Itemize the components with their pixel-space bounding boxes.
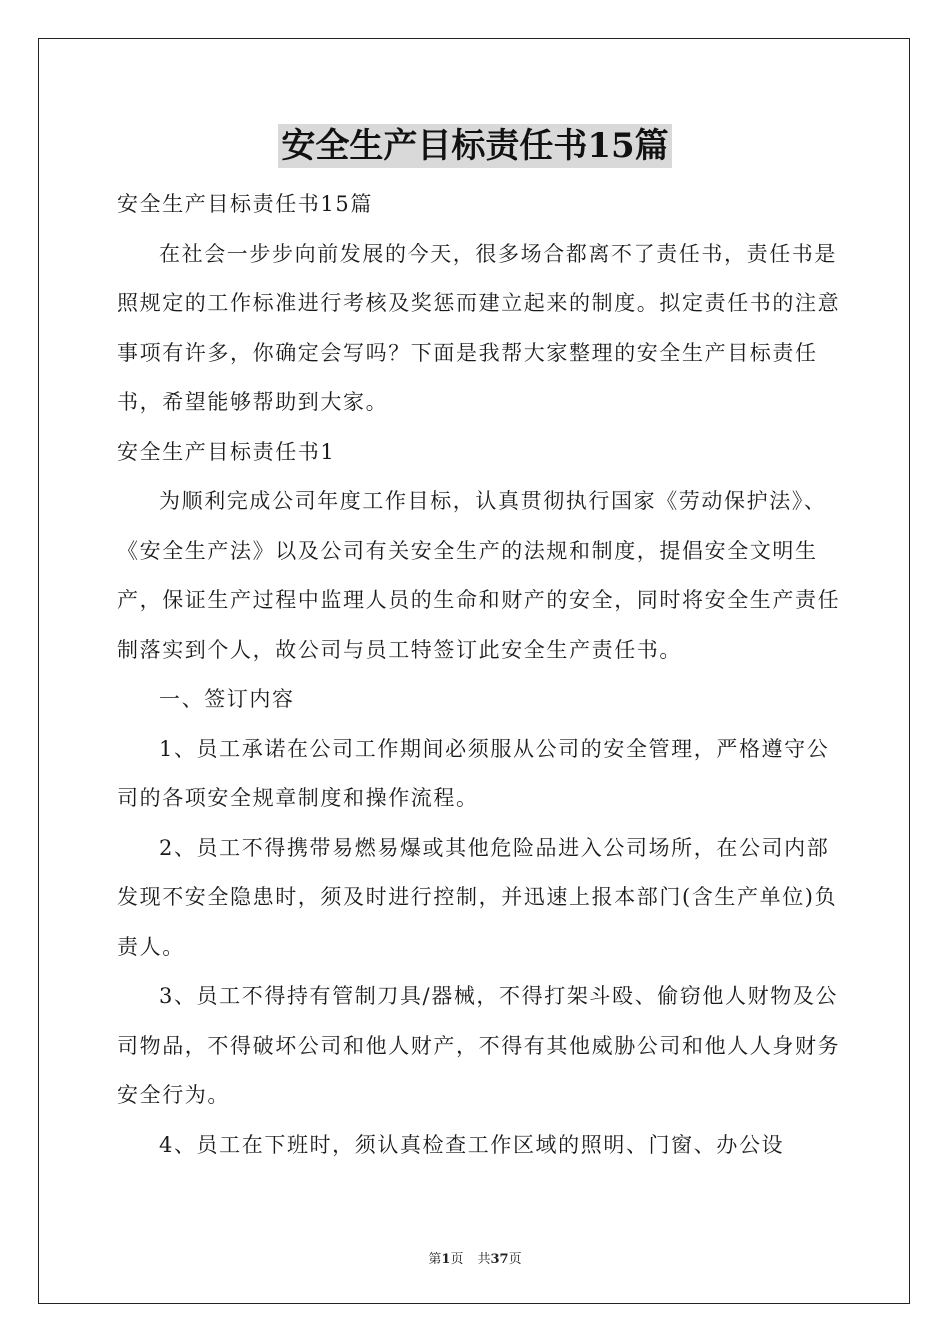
page-suffix: 页 bbox=[450, 1252, 464, 1267]
total-suffix: 页 bbox=[508, 1252, 522, 1267]
document-title: 安全生产目标责任书15篇 bbox=[278, 124, 671, 168]
paragraph-item-2: 2、员工不得携带易燃易爆或其他危险品进入公司场所，在公司内部发现不安全隐患时，须及时进行控制，并迅速上报本部门(含生产单位)负责人。 bbox=[117, 835, 838, 959]
document-body bbox=[117, 180, 847, 1170]
paragraph-subtitle: 安全生产目标责任书15篇 bbox=[117, 192, 373, 216]
total-prefix: 共 bbox=[477, 1252, 491, 1267]
paragraph-item-4: 4、员工在下班时，须认真检查工作区域的照明、门窗、办公设 bbox=[159, 1132, 785, 1157]
page-total: 37 bbox=[490, 1252, 509, 1267]
page-footer bbox=[0, 1248, 950, 1267]
paragraph-clause-heading: 一、签订内容 bbox=[159, 687, 295, 711]
paragraph-item-1: 1、员工承诺在公司工作期间必须服从公司的安全管理，严格遵守公司的各项安全规章制度和操作流程。 bbox=[117, 736, 830, 810]
page-current: 1 bbox=[441, 1252, 451, 1267]
title-container bbox=[0, 124, 950, 168]
paragraph-purpose: 为顺利完成公司年度工作目标，认真贯彻执行国家《劳动保护法》、《安全生产法》以及公司有关安全生产的法规和制度，提倡安全文明生产，保证生产过程中监理人员的生命和财产的安全，同时将安全生产责任制落实到个人，故公司与员工特签订此安全生产责任书。 bbox=[117, 489, 841, 662]
paragraph-intro: 在社会一步步向前发展的今天，很多场合都离不了责任书，责任书是照规定的工作标准进行考核及奖惩而建立起来的制度。拟定责任书的注意事项有许多，你确定会写吗？下面是我帮大家整理的安全生产目标责任书，希望能够帮助到大家。 bbox=[117, 241, 841, 414]
page-prefix: 第 bbox=[428, 1252, 442, 1267]
paragraph-item-3: 3、员工不得持有管制刀具/器械，不得打架斗殴、偷窃他人财物及公司物品，不得破坏公司和他人财产，不得有其他威胁公司和他人人身财务安全行为。 bbox=[117, 984, 841, 1107]
paragraph-section-heading: 安全生产目标责任书1 bbox=[117, 439, 336, 464]
